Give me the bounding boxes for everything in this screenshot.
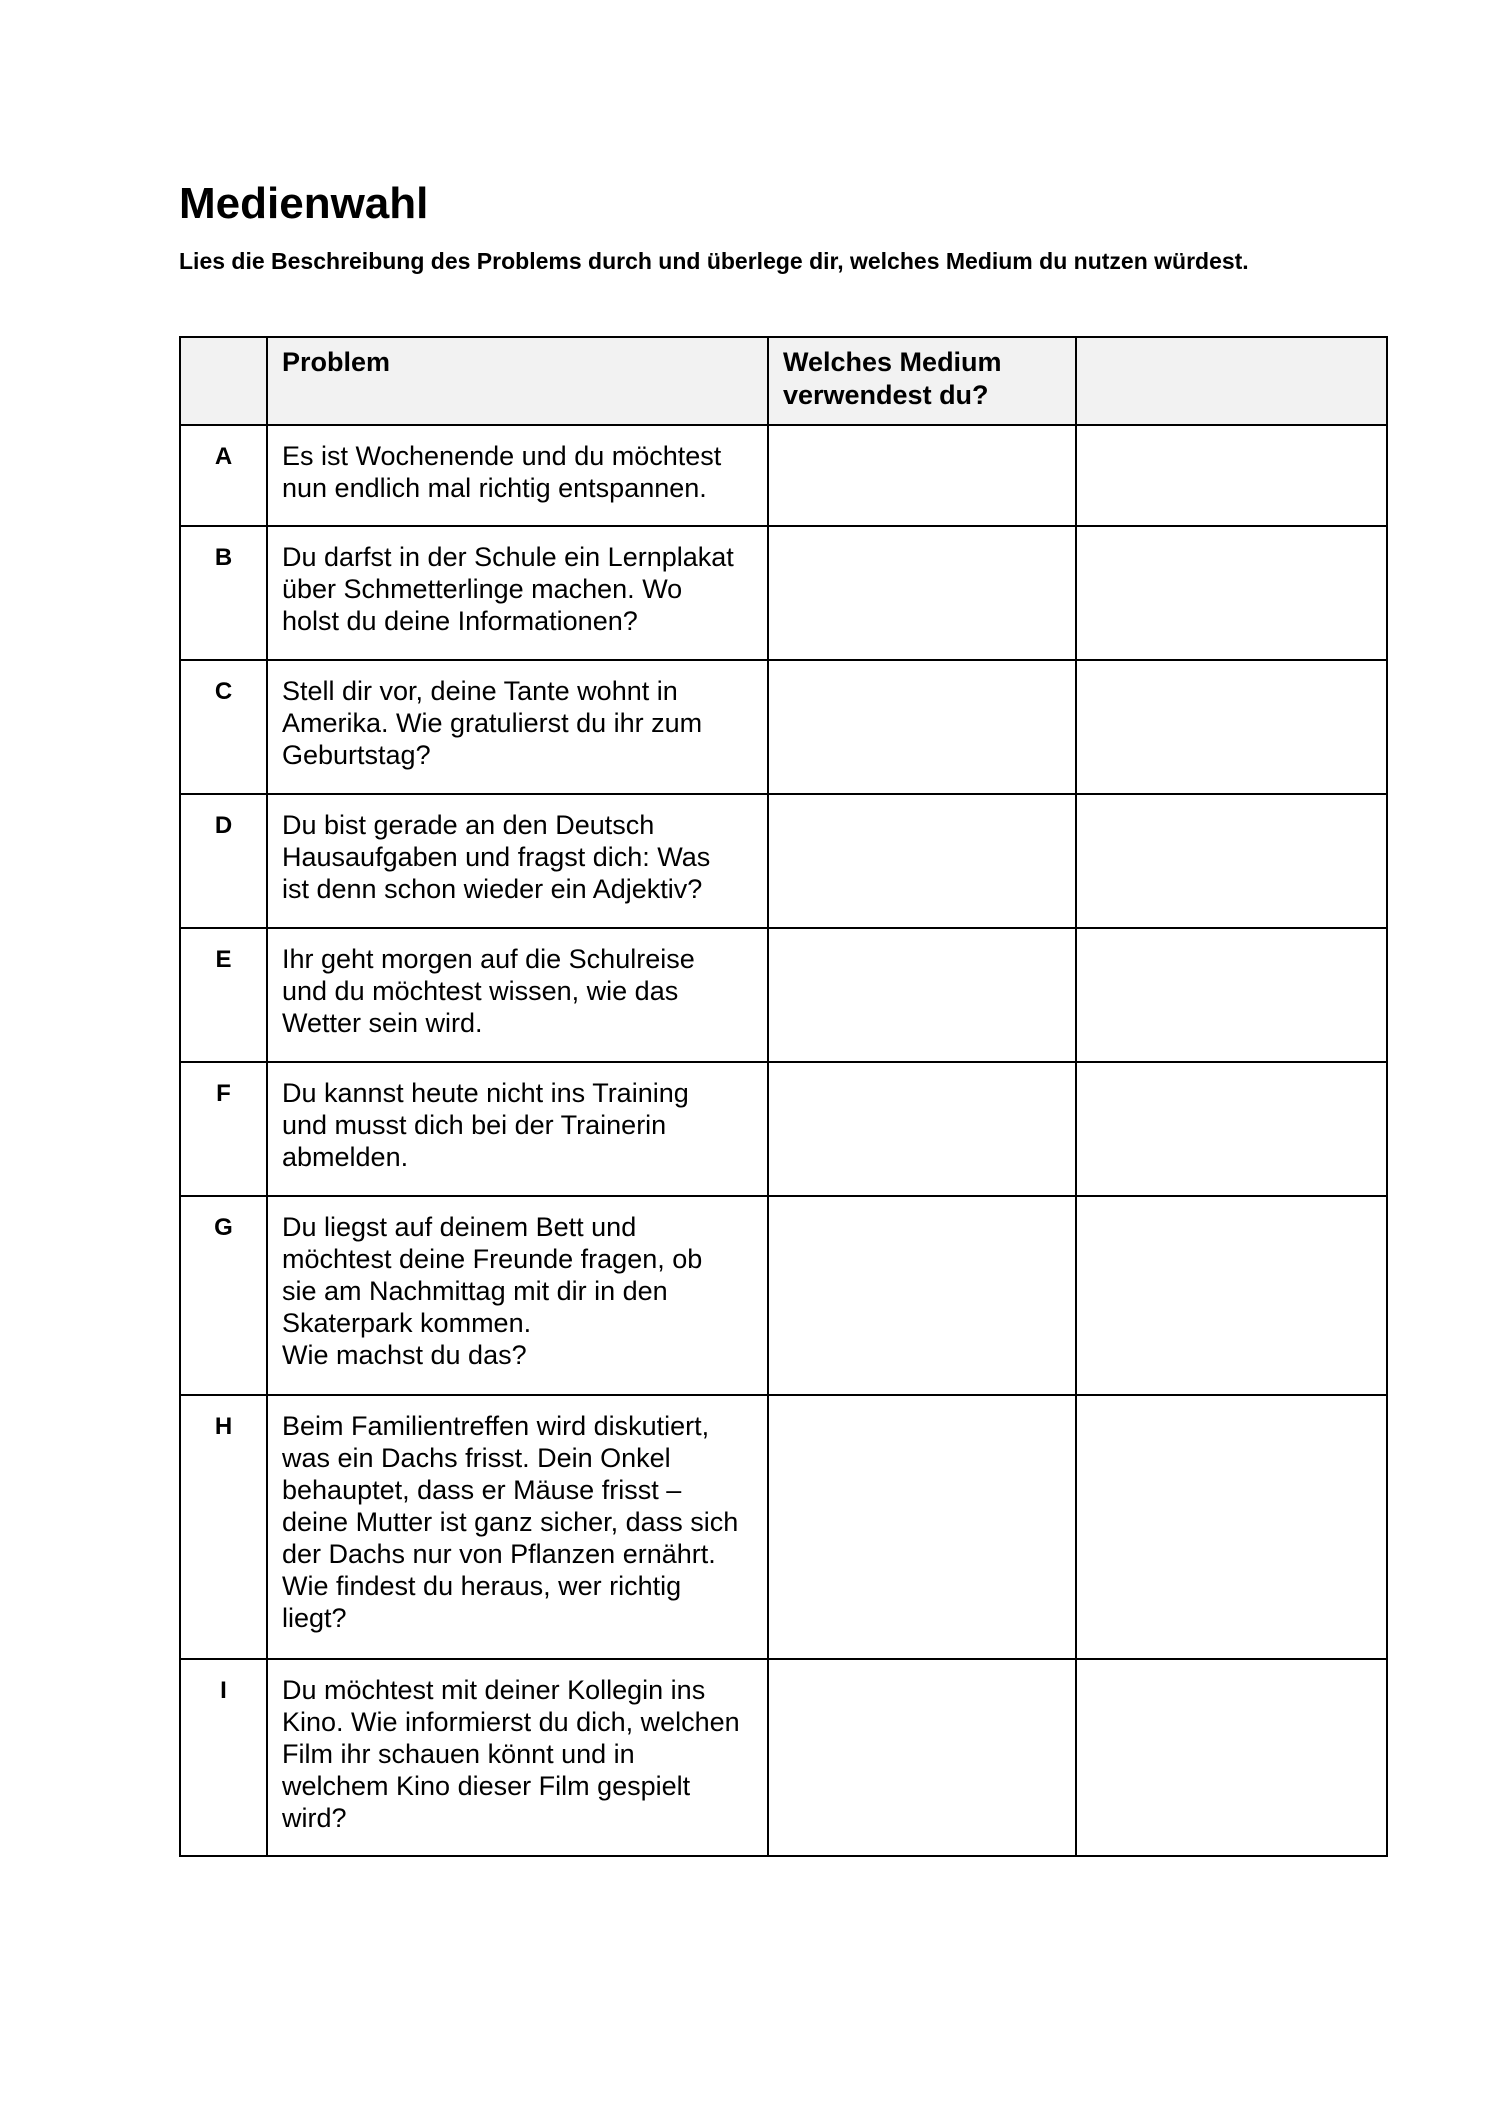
problem-text-line: holst du deine Informationen? bbox=[282, 606, 638, 636]
problem-description bbox=[267, 1395, 768, 1659]
problem-text-line: Du möchtest mit deiner Kollegin ins bbox=[282, 1675, 706, 1705]
extra-answer-cell[interactable] bbox=[1076, 425, 1387, 526]
extra-answer-cell[interactable] bbox=[1076, 1196, 1387, 1395]
row-letter: G bbox=[180, 1196, 267, 1395]
table-row bbox=[180, 794, 1387, 928]
problem-text-line: Stell dir vor, deine Tante wohnt in bbox=[282, 676, 678, 706]
problem-description bbox=[267, 794, 768, 928]
page-title: Medienwahl bbox=[179, 179, 429, 228]
medium-answer-cell[interactable] bbox=[768, 526, 1076, 660]
problem-text-line: und musst dich bei der Trainerin bbox=[282, 1110, 667, 1140]
problem-description bbox=[267, 1196, 768, 1395]
extra-answer-cell[interactable] bbox=[1076, 794, 1387, 928]
problem-text-line: Kino. Wie informierst du dich, welchen bbox=[282, 1707, 740, 1737]
row-letter: A bbox=[180, 425, 267, 526]
medium-answer-cell[interactable] bbox=[768, 660, 1076, 794]
medium-answer-cell[interactable] bbox=[768, 425, 1076, 526]
problem-text-line: Wetter sein wird. bbox=[282, 1008, 483, 1038]
problem-text-line: deine Mutter ist ganz sicher, dass sich bbox=[282, 1507, 739, 1537]
problem-text-line: nun endlich mal richtig entspannen. bbox=[282, 473, 707, 503]
instructions-text: Lies die Beschreibung des Problems durch und überlege dir, welches Medium du nutzen würdest. bbox=[179, 248, 1249, 274]
problem-text-line: Wie findest du heraus, wer richtig bbox=[282, 1571, 682, 1601]
problem-text-line: der Dachs nur von Pflanzen ernährt. bbox=[282, 1539, 716, 1569]
problem-text-line: ist denn schon wieder ein Adjektiv? bbox=[282, 874, 703, 904]
row-letter: H bbox=[180, 1395, 267, 1659]
table-header-row bbox=[180, 337, 1387, 425]
header-medium bbox=[768, 337, 1076, 425]
problem-text-line: Film ihr schauen könnt und in bbox=[282, 1739, 635, 1769]
medium-answer-cell[interactable] bbox=[768, 1062, 1076, 1196]
medium-answer-cell[interactable] bbox=[768, 1395, 1076, 1659]
row-letter: C bbox=[180, 660, 267, 794]
problem-text-line: Beim Familientreffen wird diskutiert, bbox=[282, 1411, 710, 1441]
medium-answer-cell[interactable] bbox=[768, 1659, 1076, 1856]
header-medium-line: verwendest du? bbox=[783, 380, 989, 410]
extra-answer-cell[interactable] bbox=[1076, 928, 1387, 1062]
table-row bbox=[180, 1196, 1387, 1395]
table-row bbox=[180, 1659, 1387, 1856]
problem-description bbox=[267, 425, 768, 526]
table-row bbox=[180, 1395, 1387, 1659]
problem-text-line: möchtest deine Freunde fragen, ob bbox=[282, 1244, 703, 1274]
table-row bbox=[180, 928, 1387, 1062]
problem-text-line: Ihr geht morgen auf die Schulreise bbox=[282, 944, 695, 974]
problem-description bbox=[267, 1659, 768, 1856]
problem-description bbox=[267, 928, 768, 1062]
extra-answer-cell[interactable] bbox=[1076, 1062, 1387, 1196]
problem-text-line: was ein Dachs frisst. Dein Onkel bbox=[282, 1443, 671, 1473]
row-letter: E bbox=[180, 928, 267, 1062]
problem-text-line: Du liegst auf deinem Bett und bbox=[282, 1212, 637, 1242]
row-letter: B bbox=[180, 526, 267, 660]
problem-text-line: über Schmetterlinge machen. Wo bbox=[282, 574, 683, 604]
problem-text-line: Es ist Wochenende und du möchtest bbox=[282, 441, 722, 471]
header-problem: Problem bbox=[267, 337, 768, 425]
extra-answer-cell[interactable] bbox=[1076, 660, 1387, 794]
media-choice-table bbox=[179, 336, 1388, 1857]
problem-text-line: behauptet, dass er Mäuse frisst – bbox=[282, 1475, 682, 1505]
problem-description bbox=[267, 1062, 768, 1196]
problem-text-line: Amerika. Wie gratulierst du ihr zum bbox=[282, 708, 703, 738]
extra-answer-cell[interactable] bbox=[1076, 526, 1387, 660]
header-medium-line: Welches Medium bbox=[783, 347, 1002, 377]
problem-description bbox=[267, 660, 768, 794]
row-letter: I bbox=[180, 1659, 267, 1856]
problem-text-line: welchem Kino dieser Film gespielt bbox=[282, 1771, 691, 1801]
problem-text-line: Hausaufgaben und fragst dich: Was bbox=[282, 842, 711, 872]
table-row bbox=[180, 526, 1387, 660]
medium-answer-cell[interactable] bbox=[768, 928, 1076, 1062]
problem-text-line: abmelden. bbox=[282, 1142, 409, 1172]
table-row bbox=[180, 660, 1387, 794]
extra-answer-cell[interactable] bbox=[1076, 1395, 1387, 1659]
medium-answer-cell[interactable] bbox=[768, 794, 1076, 928]
problem-text-line: Skaterpark kommen. bbox=[282, 1308, 532, 1338]
problem-text-line: Du kannst heute nicht ins Training bbox=[282, 1078, 689, 1108]
problem-text-line: und du möchtest wissen, wie das bbox=[282, 976, 679, 1006]
header-extra-cell bbox=[1076, 337, 1387, 425]
problem-description bbox=[267, 526, 768, 660]
header-letter-cell bbox=[180, 337, 267, 425]
problem-text-line: sie am Nachmittag mit dir in den bbox=[282, 1276, 668, 1306]
problem-text-line: wird? bbox=[282, 1803, 347, 1833]
medium-answer-cell[interactable] bbox=[768, 1196, 1076, 1395]
problem-text-line: Wie machst du das? bbox=[282, 1340, 527, 1370]
table-row bbox=[180, 1062, 1387, 1196]
problem-text-line: liegt? bbox=[282, 1603, 347, 1633]
row-letter: F bbox=[180, 1062, 267, 1196]
problem-text-line: Du darfst in der Schule ein Lernplakat bbox=[282, 542, 734, 572]
problem-text-line: Geburtstag? bbox=[282, 740, 431, 770]
table-body bbox=[180, 425, 1387, 1856]
table-row bbox=[180, 425, 1387, 526]
row-letter: D bbox=[180, 794, 267, 928]
problem-text-line: Du bist gerade an den Deutsch bbox=[282, 810, 655, 840]
extra-answer-cell[interactable] bbox=[1076, 1659, 1387, 1856]
